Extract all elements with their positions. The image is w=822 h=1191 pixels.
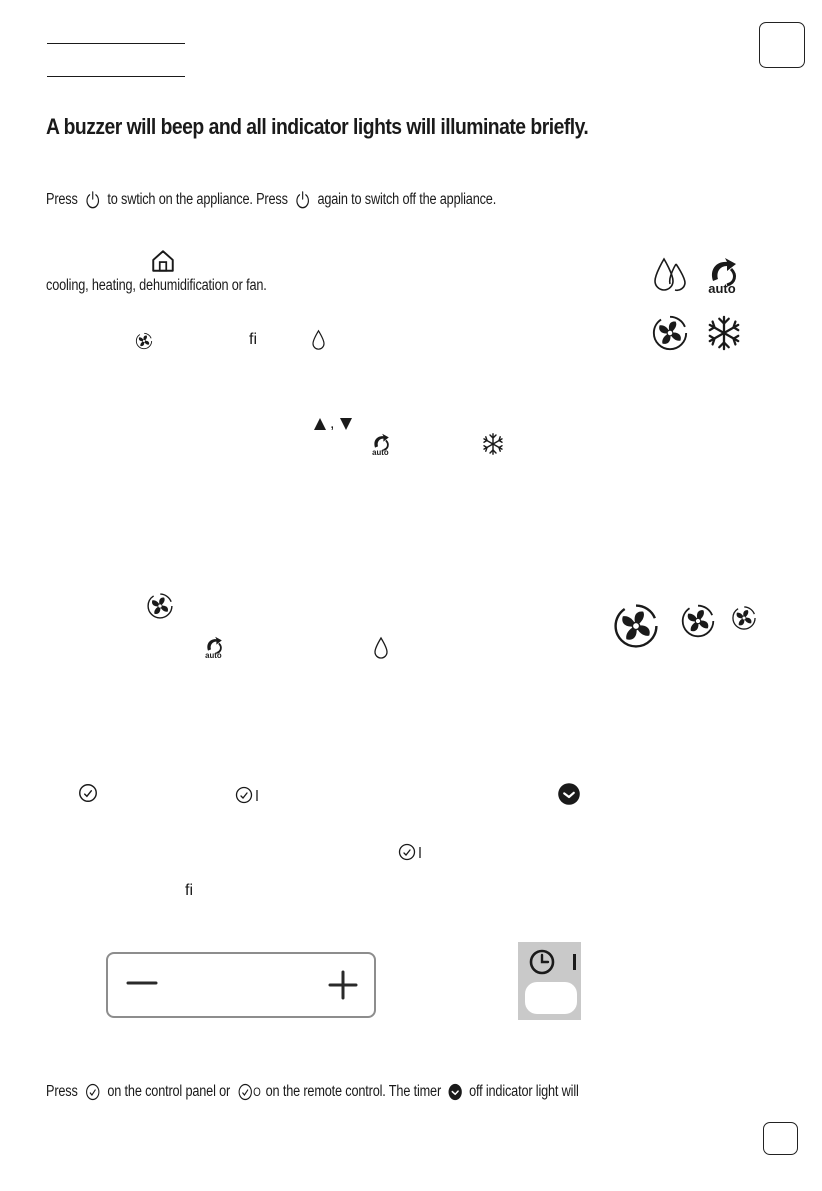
snowflake-icon [705, 313, 743, 353]
header-rule-top [47, 43, 185, 44]
timer-icon [528, 948, 556, 976]
timer-icon [84, 1082, 100, 1102]
control-panel-adjust [106, 952, 376, 1018]
remote-suffix-glyph: O [253, 1085, 261, 1100]
footer-remote-text: on the remote control. The timer [265, 1083, 442, 1101]
fan-icon [651, 314, 689, 352]
page-headline: A buzzer will beep and all indicator lights will illuminate briefly. [46, 114, 589, 139]
auto-mode-icon [369, 432, 393, 456]
timer-on-mark [573, 954, 576, 970]
power-press-text: Press [46, 191, 78, 209]
auto-mode-icon [202, 635, 226, 659]
footer-indicator-text: off indicator light will [469, 1083, 579, 1101]
timer-remote-icon [234, 785, 260, 805]
timer-icon [77, 782, 99, 804]
water-drop-icon [311, 329, 326, 351]
timer-instruction [46, 1082, 579, 1102]
timer-off-indicator-icon [557, 782, 581, 806]
power-off-text: again to switch off the appliance. [317, 191, 497, 209]
ligature-glyph: fi [249, 331, 257, 348]
ligature-glyph: fi [185, 882, 193, 899]
water-drop-icon [373, 636, 389, 660]
power-icon [84, 190, 100, 210]
fan-speed-medium-icon [680, 603, 716, 639]
triangle-up-icon [313, 417, 327, 431]
dehumidify-icon [653, 256, 687, 294]
triangle-down-icon [339, 417, 353, 431]
power-on-text: to swtich on the appliance. Press [107, 191, 288, 209]
page-number-badge [763, 1122, 798, 1155]
home-icon [150, 248, 176, 274]
page-language-badge [759, 22, 805, 68]
timer-control-panel [518, 942, 581, 1020]
fan-speed-low-icon [731, 605, 757, 631]
timer-remote-icon [397, 842, 423, 862]
timer-off-indicator-icon [448, 1083, 463, 1101]
arrow-separator: , [330, 415, 335, 432]
header-rule-bottom [47, 76, 185, 77]
footer-press-text: Press [46, 1083, 78, 1101]
fan-icon [146, 592, 174, 620]
power-icon [294, 190, 310, 210]
timer-remote-icon [237, 1082, 253, 1102]
fan-icon [135, 332, 153, 350]
power-instruction [46, 190, 496, 210]
auto-mode-icon [703, 254, 743, 296]
fan-speed-high-icon [612, 602, 660, 650]
snowflake-icon [481, 431, 505, 457]
minus-icon[interactable] [126, 978, 158, 988]
modes-list-text: cooling, heating, dehumidification or fan. [46, 277, 267, 294]
timer-button[interactable] [525, 982, 577, 1014]
footer-panel-text: on the control panel or [107, 1083, 231, 1101]
plus-icon[interactable] [328, 970, 358, 1000]
